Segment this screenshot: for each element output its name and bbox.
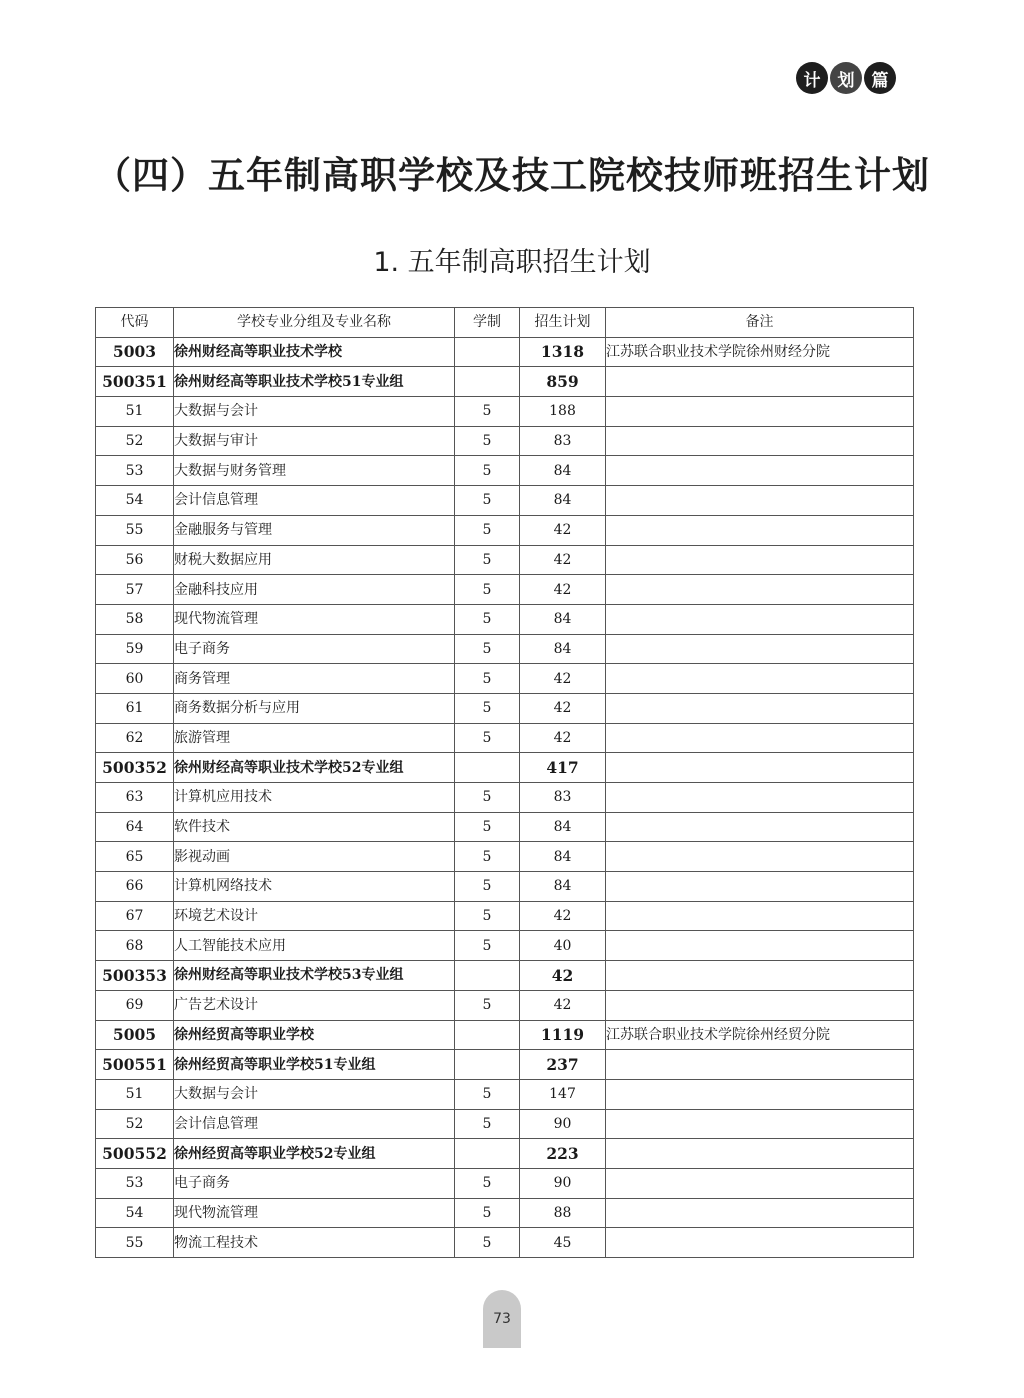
code-cell: 58 bbox=[96, 604, 174, 634]
table-row bbox=[96, 812, 914, 842]
code-cell: 5003 bbox=[96, 337, 174, 367]
code-cell: 59 bbox=[96, 634, 174, 664]
note-cell bbox=[606, 1109, 914, 1139]
note-cell bbox=[606, 693, 914, 723]
note-cell bbox=[606, 1168, 914, 1198]
name-cell: 徐州财经高等职业技术学校51专业组 bbox=[174, 367, 455, 397]
years-cell: 5 bbox=[455, 1079, 520, 1109]
table-row bbox=[96, 337, 914, 367]
note-cell bbox=[606, 753, 914, 783]
name-cell: 商务管理 bbox=[174, 664, 455, 694]
years-cell: 5 bbox=[455, 604, 520, 634]
years-cell: 5 bbox=[455, 456, 520, 486]
table-row bbox=[96, 783, 914, 813]
years-cell bbox=[455, 753, 520, 783]
table-row bbox=[96, 723, 914, 753]
plan-cell: 42 bbox=[520, 693, 606, 723]
name-cell: 徐州财经高等职业技术学校52专业组 bbox=[174, 753, 455, 783]
years-cell: 5 bbox=[455, 426, 520, 456]
code-cell: 62 bbox=[96, 723, 174, 753]
years-cell: 5 bbox=[455, 575, 520, 605]
table-row bbox=[96, 486, 914, 516]
badge-char: 计 bbox=[796, 62, 828, 94]
table-row bbox=[96, 456, 914, 486]
name-cell: 物流工程技术 bbox=[174, 1228, 455, 1258]
table-row bbox=[96, 872, 914, 902]
name-cell: 大数据与会计 bbox=[174, 397, 455, 427]
table-row bbox=[96, 575, 914, 605]
code-cell: 57 bbox=[96, 575, 174, 605]
code-cell: 61 bbox=[96, 693, 174, 723]
note-cell bbox=[606, 575, 914, 605]
table-body bbox=[96, 337, 914, 1257]
table-row bbox=[96, 990, 914, 1020]
note-cell bbox=[606, 486, 914, 516]
plan-cell: 42 bbox=[520, 990, 606, 1020]
plan-cell: 1318 bbox=[520, 337, 606, 367]
name-cell: 电子商务 bbox=[174, 634, 455, 664]
code-cell: 56 bbox=[96, 545, 174, 575]
years-cell: 5 bbox=[455, 634, 520, 664]
note-cell bbox=[606, 397, 914, 427]
code-cell: 500552 bbox=[96, 1139, 174, 1169]
column-header-code: 代码 bbox=[96, 308, 174, 338]
note-cell bbox=[606, 664, 914, 694]
years-cell: 5 bbox=[455, 486, 520, 516]
table-row bbox=[96, 1198, 914, 1228]
plan-cell: 42 bbox=[520, 901, 606, 931]
name-cell: 商务数据分析与应用 bbox=[174, 693, 455, 723]
table-row bbox=[96, 634, 914, 664]
note-cell bbox=[606, 1228, 914, 1258]
years-cell bbox=[455, 1139, 520, 1169]
table-row bbox=[96, 753, 914, 783]
name-cell: 大数据与会计 bbox=[174, 1079, 455, 1109]
years-cell: 5 bbox=[455, 812, 520, 842]
plan-cell: 42 bbox=[520, 961, 606, 991]
plan-cell: 84 bbox=[520, 456, 606, 486]
table-row bbox=[96, 664, 914, 694]
plan-cell: 88 bbox=[520, 1198, 606, 1228]
note-cell bbox=[606, 1050, 914, 1080]
code-cell: 500353 bbox=[96, 961, 174, 991]
note-cell bbox=[606, 961, 914, 991]
table-row bbox=[96, 842, 914, 872]
table-row bbox=[96, 961, 914, 991]
years-cell: 5 bbox=[455, 872, 520, 902]
code-cell: 500551 bbox=[96, 1050, 174, 1080]
table-row bbox=[96, 1139, 914, 1169]
code-cell: 55 bbox=[96, 515, 174, 545]
years-cell: 5 bbox=[455, 931, 520, 961]
badge-char: 篇 bbox=[864, 62, 896, 94]
note-cell bbox=[606, 872, 914, 902]
code-cell: 500352 bbox=[96, 753, 174, 783]
code-cell: 69 bbox=[96, 990, 174, 1020]
table-row bbox=[96, 693, 914, 723]
code-cell: 51 bbox=[96, 1079, 174, 1109]
name-cell: 徐州财经高等职业技术学校 bbox=[174, 337, 455, 367]
table-row bbox=[96, 1228, 914, 1258]
plan-cell: 84 bbox=[520, 486, 606, 516]
plan-cell: 42 bbox=[520, 515, 606, 545]
years-cell: 5 bbox=[455, 783, 520, 813]
note-cell bbox=[606, 634, 914, 664]
years-cell: 5 bbox=[455, 664, 520, 694]
years-cell bbox=[455, 337, 520, 367]
note-cell bbox=[606, 367, 914, 397]
plan-cell: 84 bbox=[520, 604, 606, 634]
badge-char: 划 bbox=[830, 62, 862, 94]
table-row bbox=[96, 426, 914, 456]
years-cell: 5 bbox=[455, 1109, 520, 1139]
plan-cell: 237 bbox=[520, 1050, 606, 1080]
table-row bbox=[96, 1050, 914, 1080]
table-row bbox=[96, 1168, 914, 1198]
years-cell: 5 bbox=[455, 1228, 520, 1258]
years-cell bbox=[455, 961, 520, 991]
years-cell: 5 bbox=[455, 515, 520, 545]
note-cell: 江苏联合职业技术学院徐州财经分院 bbox=[606, 337, 914, 367]
years-cell: 5 bbox=[455, 397, 520, 427]
name-cell: 计算机应用技术 bbox=[174, 783, 455, 813]
name-cell: 金融服务与管理 bbox=[174, 515, 455, 545]
code-cell: 54 bbox=[96, 486, 174, 516]
code-cell: 64 bbox=[96, 812, 174, 842]
name-cell: 徐州经贸高等职业学校51专业组 bbox=[174, 1050, 455, 1080]
plan-cell: 42 bbox=[520, 664, 606, 694]
code-cell: 52 bbox=[96, 426, 174, 456]
years-cell: 5 bbox=[455, 723, 520, 753]
plan-cell: 42 bbox=[520, 545, 606, 575]
table-row bbox=[96, 901, 914, 931]
note-cell bbox=[606, 812, 914, 842]
name-cell: 大数据与财务管理 bbox=[174, 456, 455, 486]
plan-cell: 42 bbox=[520, 723, 606, 753]
section-subtitle: 1. 五年制高职招生计划 bbox=[373, 247, 651, 278]
name-cell: 环境艺术设计 bbox=[174, 901, 455, 931]
years-cell: 5 bbox=[455, 842, 520, 872]
code-cell: 55 bbox=[96, 1228, 174, 1258]
name-cell: 电子商务 bbox=[174, 1168, 455, 1198]
note-cell bbox=[606, 456, 914, 486]
code-cell: 60 bbox=[96, 664, 174, 694]
years-cell: 5 bbox=[455, 545, 520, 575]
note-cell bbox=[606, 723, 914, 753]
page-number: 73 bbox=[483, 1290, 521, 1348]
note-cell bbox=[606, 901, 914, 931]
code-cell: 66 bbox=[96, 872, 174, 902]
note-cell bbox=[606, 931, 914, 961]
years-cell: 5 bbox=[455, 693, 520, 723]
table-header-row bbox=[96, 308, 914, 338]
code-cell: 63 bbox=[96, 783, 174, 813]
plan-cell: 42 bbox=[520, 575, 606, 605]
note-cell bbox=[606, 426, 914, 456]
table-row bbox=[96, 1079, 914, 1109]
plan-cell: 45 bbox=[520, 1228, 606, 1258]
column-header-years: 学制 bbox=[455, 308, 520, 338]
plan-cell: 223 bbox=[520, 1139, 606, 1169]
years-cell bbox=[455, 367, 520, 397]
page-title: （四）五年制高职学校及技工院校技师班招生计划 bbox=[94, 154, 930, 197]
plan-cell: 84 bbox=[520, 842, 606, 872]
column-header-name: 学校专业分组及专业名称 bbox=[174, 308, 455, 338]
table-row bbox=[96, 397, 914, 427]
note-cell bbox=[606, 1198, 914, 1228]
code-cell: 53 bbox=[96, 1168, 174, 1198]
name-cell: 徐州财经高等职业技术学校53专业组 bbox=[174, 961, 455, 991]
name-cell: 人工智能技术应用 bbox=[174, 931, 455, 961]
plan-cell: 40 bbox=[520, 931, 606, 961]
name-cell: 徐州经贸高等职业学校52专业组 bbox=[174, 1139, 455, 1169]
years-cell bbox=[455, 1050, 520, 1080]
years-cell bbox=[455, 1020, 520, 1050]
name-cell: 现代物流管理 bbox=[174, 604, 455, 634]
plan-cell: 84 bbox=[520, 812, 606, 842]
name-cell: 软件技术 bbox=[174, 812, 455, 842]
years-cell: 5 bbox=[455, 1198, 520, 1228]
table-row bbox=[96, 1020, 914, 1050]
note-cell bbox=[606, 1139, 914, 1169]
code-cell: 53 bbox=[96, 456, 174, 486]
table-row bbox=[96, 604, 914, 634]
section-badge bbox=[796, 62, 896, 94]
note-cell bbox=[606, 783, 914, 813]
code-cell: 54 bbox=[96, 1198, 174, 1228]
table-row bbox=[96, 367, 914, 397]
name-cell: 金融科技应用 bbox=[174, 575, 455, 605]
code-cell: 51 bbox=[96, 397, 174, 427]
plan-cell: 859 bbox=[520, 367, 606, 397]
name-cell: 广告艺术设计 bbox=[174, 990, 455, 1020]
plan-cell: 188 bbox=[520, 397, 606, 427]
plan-cell: 84 bbox=[520, 872, 606, 902]
note-cell bbox=[606, 545, 914, 575]
years-cell: 5 bbox=[455, 901, 520, 931]
note-cell bbox=[606, 515, 914, 545]
plan-cell: 83 bbox=[520, 426, 606, 456]
code-cell: 52 bbox=[96, 1109, 174, 1139]
name-cell: 财税大数据应用 bbox=[174, 545, 455, 575]
plan-cell: 90 bbox=[520, 1109, 606, 1139]
table-row bbox=[96, 545, 914, 575]
plan-cell: 1119 bbox=[520, 1020, 606, 1050]
name-cell: 会计信息管理 bbox=[174, 1109, 455, 1139]
plan-cell: 90 bbox=[520, 1168, 606, 1198]
code-cell: 500351 bbox=[96, 367, 174, 397]
note-cell bbox=[606, 990, 914, 1020]
name-cell: 徐州经贸高等职业学校 bbox=[174, 1020, 455, 1050]
plan-cell: 84 bbox=[520, 634, 606, 664]
table-row bbox=[96, 1109, 914, 1139]
plan-cell: 83 bbox=[520, 783, 606, 813]
table-row bbox=[96, 931, 914, 961]
table-row bbox=[96, 515, 914, 545]
note-cell bbox=[606, 604, 914, 634]
note-cell: 江苏联合职业技术学院徐州经贸分院 bbox=[606, 1020, 914, 1050]
code-cell: 65 bbox=[96, 842, 174, 872]
name-cell: 大数据与审计 bbox=[174, 426, 455, 456]
name-cell: 会计信息管理 bbox=[174, 486, 455, 516]
plan-cell: 147 bbox=[520, 1079, 606, 1109]
note-cell bbox=[606, 1079, 914, 1109]
code-cell: 5005 bbox=[96, 1020, 174, 1050]
note-cell bbox=[606, 842, 914, 872]
enrollment-plan-table bbox=[95, 307, 914, 1258]
name-cell: 计算机网络技术 bbox=[174, 872, 455, 902]
name-cell: 影视动画 bbox=[174, 842, 455, 872]
code-cell: 68 bbox=[96, 931, 174, 961]
years-cell: 5 bbox=[455, 990, 520, 1020]
years-cell: 5 bbox=[455, 1168, 520, 1198]
column-header-note: 备注 bbox=[606, 308, 914, 338]
name-cell: 旅游管理 bbox=[174, 723, 455, 753]
code-cell: 67 bbox=[96, 901, 174, 931]
name-cell: 现代物流管理 bbox=[174, 1198, 455, 1228]
plan-cell: 417 bbox=[520, 753, 606, 783]
column-header-plan: 招生计划 bbox=[520, 308, 606, 338]
